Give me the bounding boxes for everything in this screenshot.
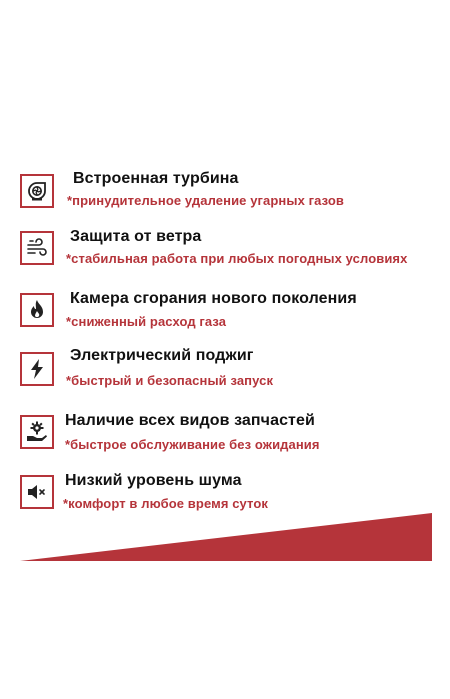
feature-title: Электрический поджиг [70, 347, 254, 364]
feature-subtitle: *быстрый и безопасный запуск [66, 373, 274, 388]
feature-title: Защита от ветра [70, 228, 202, 245]
feature-title: Камера сгорания нового поколения [70, 290, 357, 307]
feature-subtitle: *быстрое обслуживание без ожидания [65, 437, 320, 452]
feature-subtitle: *стабильная работа при любых погодных условиях [66, 251, 408, 266]
feature-title: Встроенная турбина [73, 170, 239, 187]
feature-subtitle: *принудительное удаление угарных газов [67, 193, 345, 208]
feature-title: Наличие всех видов запчастей [65, 412, 315, 429]
feature-subtitle: *комфорт в любое время суток [63, 496, 268, 511]
feature-title: Низкий уровень шума [65, 472, 242, 489]
feature-subtitle: *сниженный расход газа [66, 314, 227, 329]
